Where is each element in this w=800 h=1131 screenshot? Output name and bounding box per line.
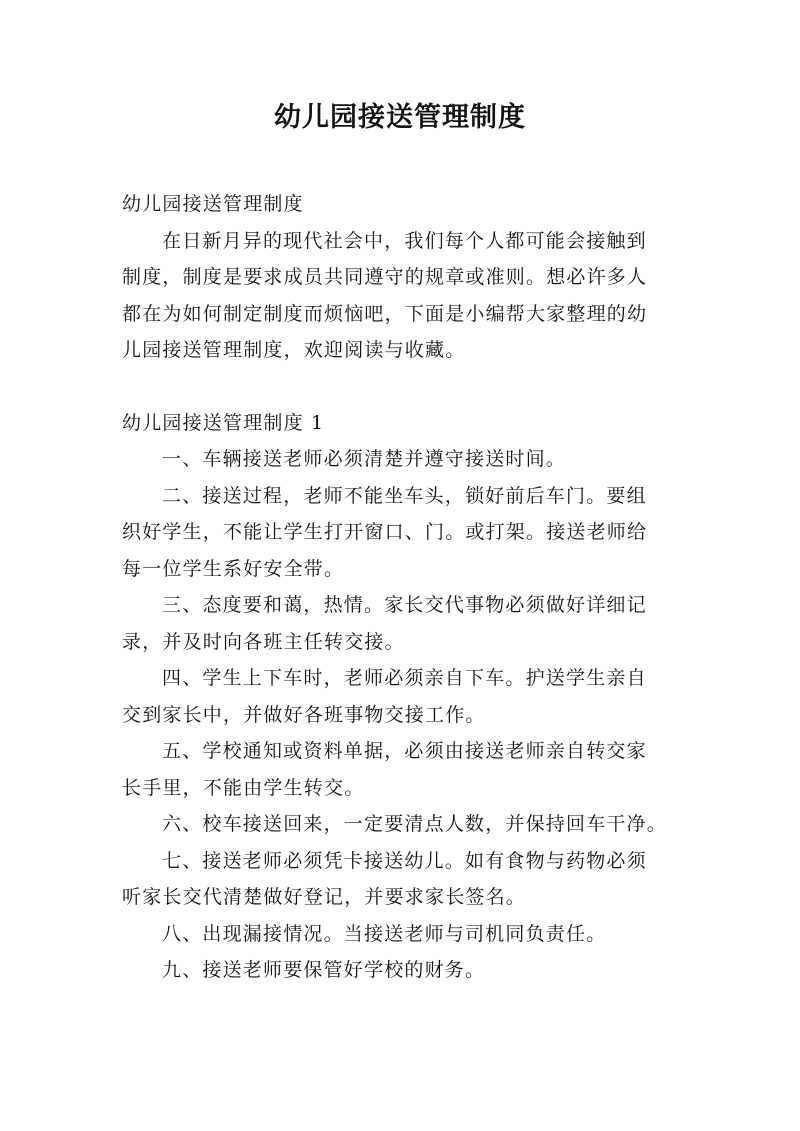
rule-item: 四、学生上下车时，老师必须亲自下车。护送学生亲自 (162, 667, 647, 689)
rule-item-continued: 长手里，不能由学生转交。 (122, 776, 365, 799)
intro-heading: 幼儿园接送管理制度 (122, 193, 304, 215)
paragraph-line: 儿园接送管理制度，欢迎阅读与收藏。 (122, 339, 466, 361)
rule-item: 七、接送老师必须凭卡接送幼儿。如有食物与药物必须 (162, 849, 647, 872)
paragraph-spacer (122, 369, 682, 405)
rule-item: 三、态度要和蔼，热情。家长交代事物必须做好详细记 (162, 594, 647, 616)
section-heading: 幼儿园接送管理制度 1 (122, 411, 325, 434)
rule-item: 五、学校通知或资料单据，必须由接送老师亲自转交家 (162, 740, 647, 762)
rule-item-continued: 听家长交代清楚做好登记，并要求家长签名。 (122, 886, 527, 908)
rule-item: 一、车辆接送老师必须清楚并遵守接送时间。 (162, 448, 567, 470)
rule-item-continued: 交到家长中，并做好各班事物交接工作。 (122, 703, 486, 726)
rule-item: 九、接送老师要保管好学校的财务。 (162, 959, 486, 981)
document-body (122, 186, 682, 989)
rule-item-continued: 录，并及时向各班主任转交接。 (122, 630, 405, 653)
paragraph-line: 在日新月异的现代社会中，我们每个人都可能会接触到 (162, 229, 647, 252)
rule-item: 八、出现漏接情况。当接送老师与司机同负责任。 (162, 922, 607, 945)
rule-item: 六、校车接送回来，一定要清点人数，并保持回车干净。 (162, 813, 668, 835)
document-title: 幼儿园接送管理制度 (274, 102, 526, 133)
paragraph-line: 制度，制度是要求成员共同遵守的规章或准则。想必许多人 (122, 266, 648, 288)
rule-item-continued: 织好学生，不能让学生打开窗口、门。或打架。接送老师给 (122, 521, 648, 543)
paragraph-line: 都在为如何制定制度而烦恼吧，下面是小编帮大家整理的幼 (122, 302, 648, 325)
rule-item: 二、接送过程，老师不能坐车头，锁好前后车门。要组 (162, 484, 647, 507)
rule-item-continued: 每一位学生系好安全带。 (122, 557, 345, 580)
